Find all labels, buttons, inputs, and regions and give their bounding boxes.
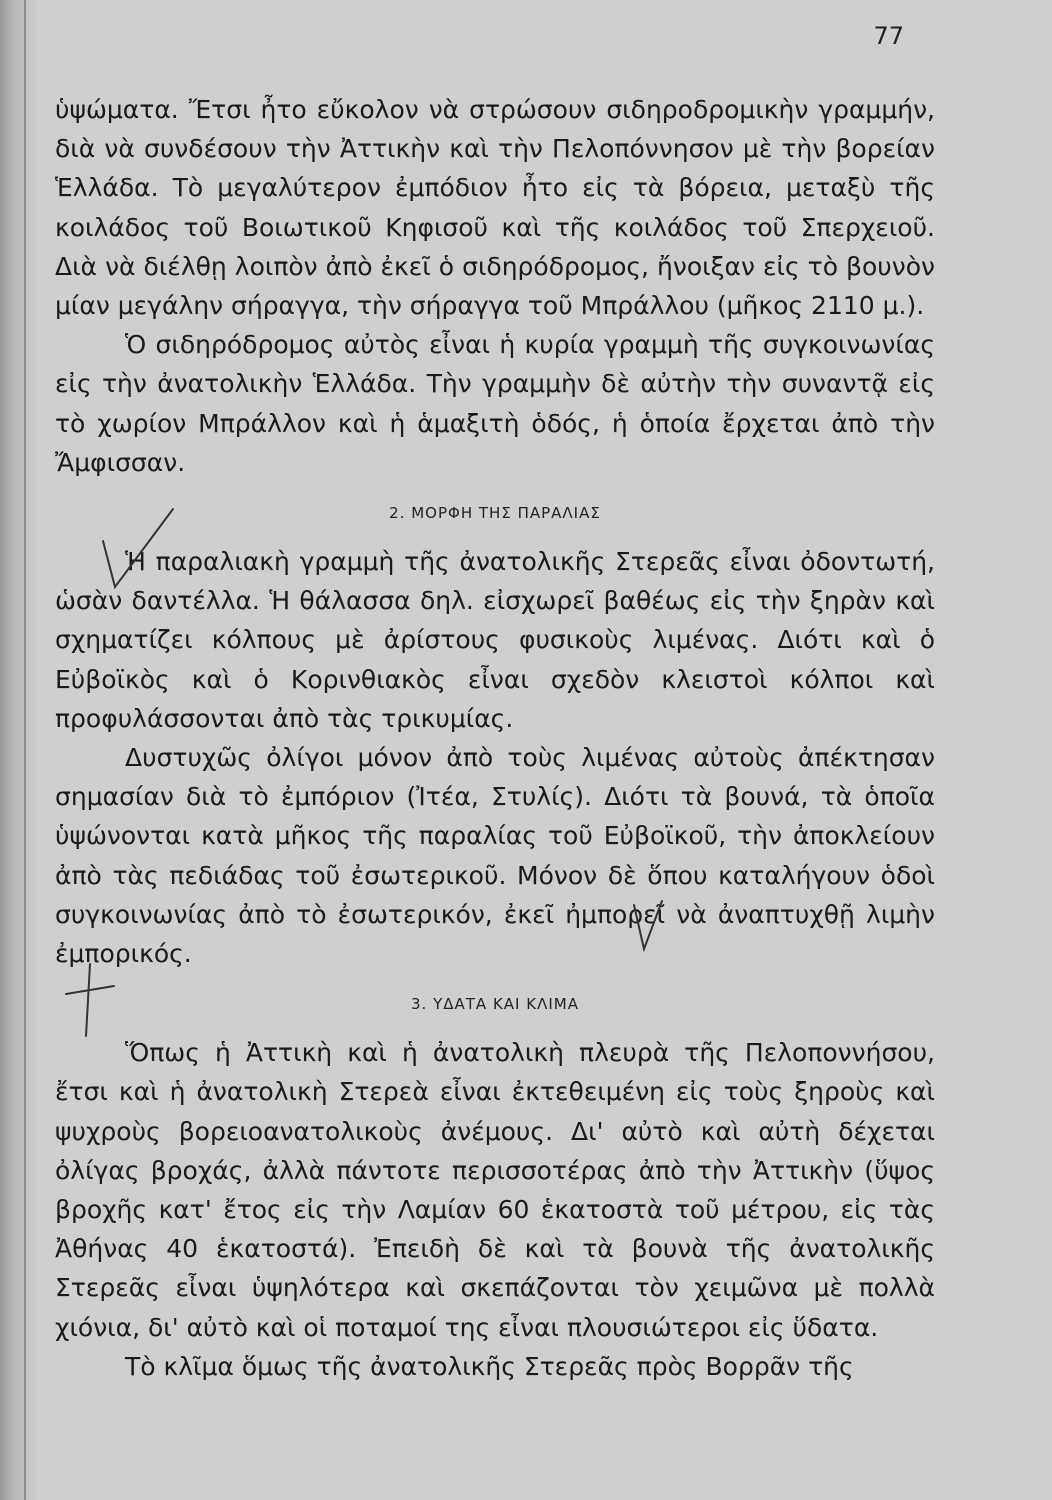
paragraph: Ὁ σιδηρόδρομος αὐτὸς εἶναι ἡ κυρία γραμμὴ τῆς συγκοινωνίας εἰς τὴν ἀνατολικὴν Ἑλλάδα. Τὴν γραμμὴν δὲ αὐτὴν τὴν συναντᾷ εἰς τὸ χωρίον Μπράλλον καὶ ἡ ἁμαξιτὴ ὁδός, ἡ ὁποία ἔρχεται ἀπὸ τὴν Ἄμφισσαν. bbox=[55, 330, 935, 477]
paragraph: Ὅπως ἡ Ἀττικὴ καὶ ἡ ἀνατολικὴ πλευρὰ τῆς Πελοποννήσου, ἔτσι καὶ ἡ ἀνατολικὴ Στερεὰ εἶναι ἐκτεθειμένη εἰς τοὺς ξηροὺς καὶ ψυχροὺς βορειοανατολικοὺς ἀνέμους. Δι' αὐτὸ καὶ αὐτὴ δέχεται ὀλίγας βροχάς, ἀλλὰ πάντοτε περισσοτέρας ἀπὸ τὴν Ἀττικὴν (ὕψος βροχῆς κατ' ἔτος εἰς τὴν Λαμίαν 60 ἑκατοστὰ τοῦ μέτρου, εἰς τὰς Ἀθήνας 40 ἑκατοστά). Ἐπειδὴ δὲ καὶ τὰ βουνὰ τῆς ἀνατολικῆς Στερεᾶς εἶναι ὑψηλότερα καὶ σκεπάζονται τὸν χειμῶνα μὲ πολλὰ χιόνια, δι' αὐτὸ καὶ οἱ ποταμοί της εἶναι πλουσιώτεροι εἰς ὕδατα. bbox=[55, 1038, 935, 1342]
section-heading-coast: 2. ΜΟΡΦΗ ΤΗΣ ΠΑΡΑΛΙΑΣ bbox=[389, 504, 601, 523]
book-gutter-shadow bbox=[0, 0, 40, 1500]
page-number: 77 bbox=[873, 22, 904, 50]
gutter-line bbox=[24, 0, 26, 1500]
body-text bbox=[55, 90, 935, 1386]
paragraph: ὑψώματα. Ἔτσι ἦτο εὔκολον νὰ στρώσουν σιδηροδρομικὴν γραμμήν, διὰ νὰ συνδέσουν τὴν Ἀττικὴν καὶ τὴν Πελοπόννησον μὲ τὴν βορείαν Ἑλλάδα. Τὸ μεγαλύτερον ἐμπόδιον ἦτο εἰς τὰ βόρεια, μεταξὺ τῆς κοιλάδος τοῦ Βοιωτικοῦ Κηφισοῦ καὶ τῆς κοιλάδος τοῦ Σπερχειοῦ. Διὰ νὰ διέλθῃ λοιπὸν ἀπὸ ἐκεῖ ὁ σιδηρόδρομος, ἤνοιξαν εἰς τὸ βουνὸν μίαν μεγάλην σήραγγα, τὴν σήραγγα τοῦ Μπράλλου (μῆκος 2110 μ.). bbox=[55, 95, 935, 321]
paragraph: Τὸ κλῖμα ὅμως τῆς ἀνατολικῆς Στερεᾶς πρὸς Βορρᾶν τῆς bbox=[125, 1351, 854, 1381]
section-heading-waters-climate: 3. ΥΔΑΤΑ ΚΑΙ ΚΛΙΜΑ bbox=[411, 995, 579, 1014]
paragraph: Ἡ παραλιακὴ γραμμὴ τῆς ἀνατολικῆς Στερεᾶς εἶναι ὀδοντωτή, ὡσὰν δαντέλλα. Ἡ θάλασσα δηλ. εἰσχωρεῖ βαθέως εἰς τὴν ξηρὰν καὶ σχηματίζει κόλπους μὲ ἀρίστους φυσικοὺς λιμένας. Διότι καὶ ὁ Εὐβοϊκὸς καὶ ὁ Κορινθιακὸς εἶναι σχεδὸν κλειστοὶ κόλποι καὶ προφυλάσσονται ἀπὸ τὰς τρικυμίας. bbox=[55, 547, 935, 733]
paragraph: Δυστυχῶς ὀλίγοι μόνον ἀπὸ τοὺς λιμένας αὐτοὺς ἀπέκτησαν σημασίαν διὰ τὸ ἐμπόριον (Ἰτέα, Στυλίς). Διότι τὰ βουνά, τὰ ὁποῖα ὑψώνονται κατὰ μῆκος τῆς παραλίας τοῦ Εὐβοϊκοῦ, τὴν ἀποκλείουν ἀπὸ τὰς πεδιάδας τοῦ ἐσωτερικοῦ. Μόνον δὲ ὅπου καταλήγουν ὁδοὶ συγκοινωνίας ἀπὸ τὸ ἐσωτερικόν, ἐκεῖ ἠμπορεῖ νὰ ἀναπτυχθῇ λιμὴν ἐμπορικός. bbox=[55, 743, 935, 969]
